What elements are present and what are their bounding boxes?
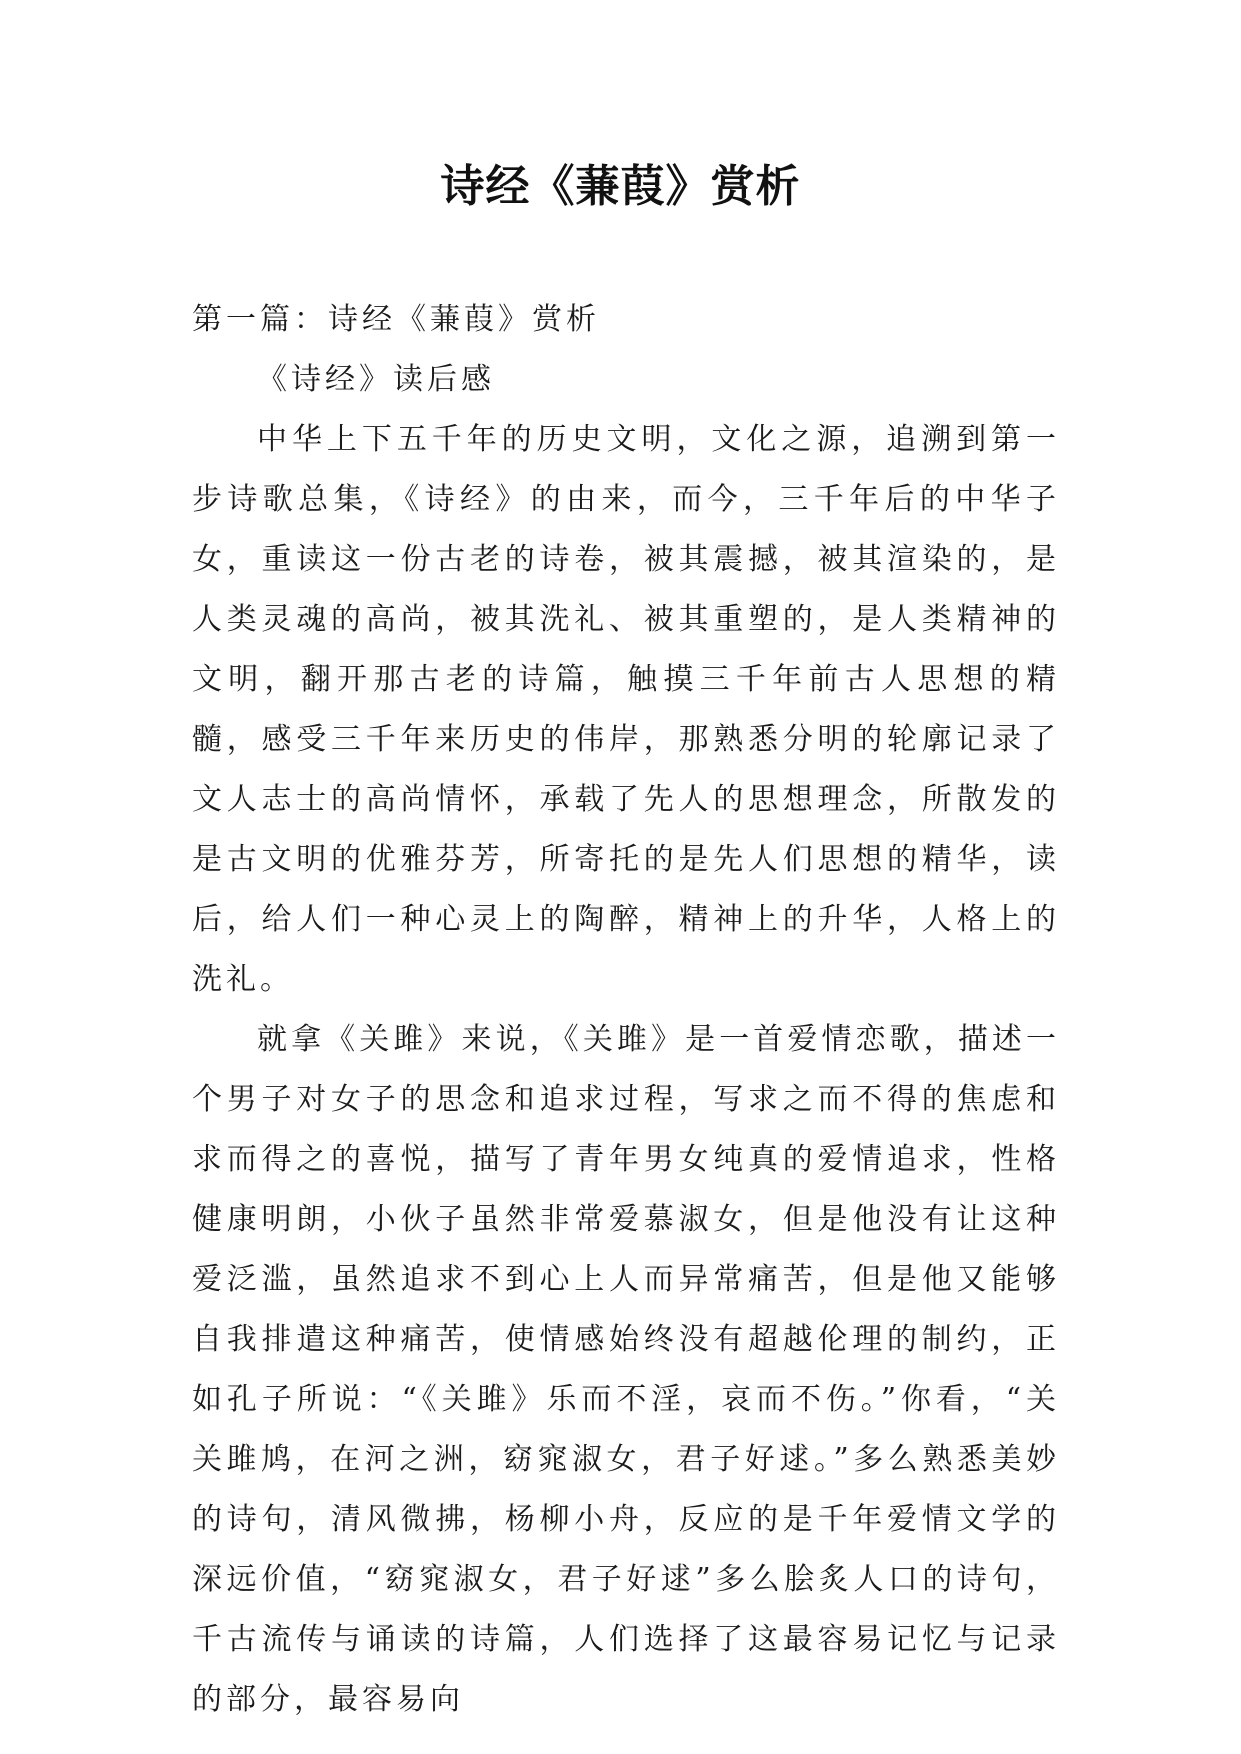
document-title: 诗经《蒹葭》赏析 xyxy=(440,161,801,212)
section-subtitle: 《诗经》读后感 xyxy=(257,362,495,397)
section-heading: 第一篇：诗经《蒹葭》赏析 xyxy=(192,302,600,337)
document-body xyxy=(192,290,1060,1730)
body-paragraph: 中华上下五千年的历史文明，文化之源，追溯到第一步诗歌总集，《诗经》的由来，而今，三千年后的中华子女，重读这一份古老的诗卷，被其震撼，被其渲染的，是人类灵魂的高尚，被其洗礼、被其重塑的，是人类精神的文明，翻开那古老的诗篇，触摸三千年前古人思想的精髓，感受三千年来历史的伟岸，那熟悉分明的轮廓记录了文人志士的高尚情怀，承载了先人的思想理念，所散发的是古文明的优雅芬芳，所寄托的是先人们思想的精华，读后，给人们一种心灵上的陶醉，精神上的升华，人格上的洗礼。 xyxy=(192,422,1060,997)
body-paragraph: 就拿《关雎》来说，《关雎》是一首爱情恋歌，描述一个男子对女子的思念和追求过程，写求之而不得的焦虑和求而得之的喜悦，描写了青年男女纯真的爱情追求，性格健康明朗，小伙子虽然非常爱慕淑女，但是他没有让这种爱泛滥，虽然追求不到心上人而异常痛苦，但是他又能够自我排遣这种痛苦，使情感始终没有超越伦理的制约，正如孔子所说：“《关雎》乐而不淫，哀而不伤。”你看，“关关雎鸠，在河之洲，窈窕淑女，君子好逑。”多么熟悉美妙的诗句，清风微拂，杨柳小舟，反应的是千年爱情文学的深远价值，“窈窕淑女，君子好逑”多么脍炙人口的诗句，千古流传与诵读的诗篇，人们选择了这最容易记忆与记录的部分，最容易向 xyxy=(192,1022,1060,1717)
